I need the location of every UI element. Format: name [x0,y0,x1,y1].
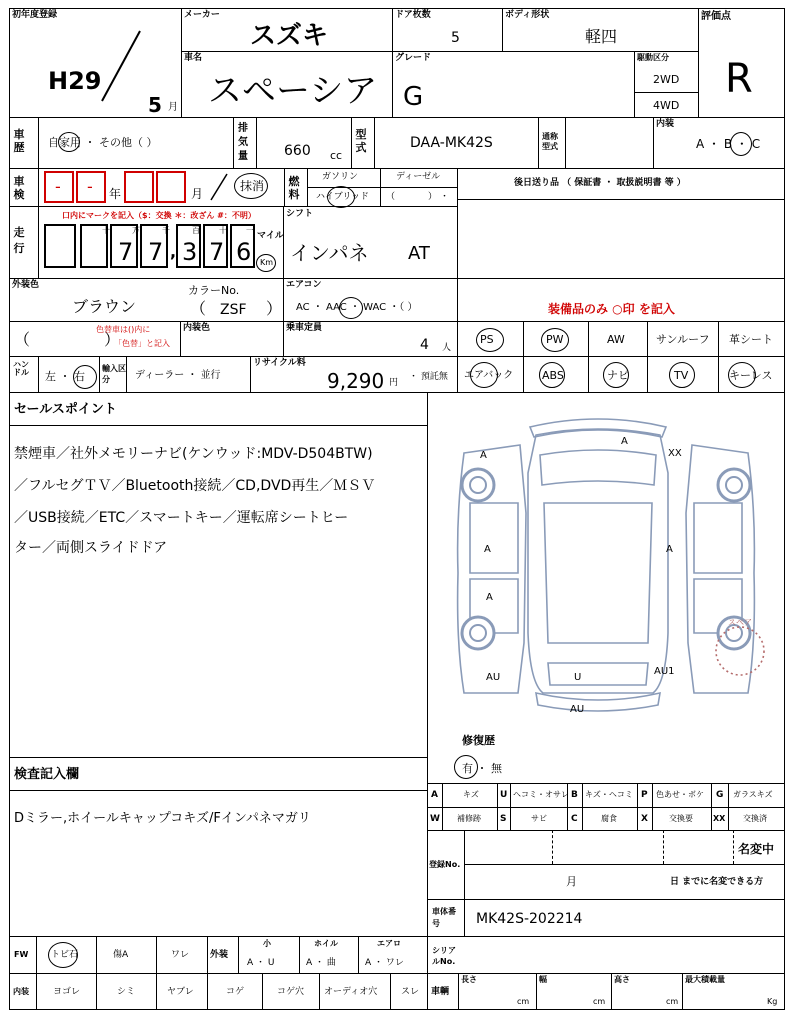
mileage-digit-2: 7 [118,238,134,266]
import-label-cell [99,356,127,393]
car-name-cell [181,51,393,118]
equip-sunroof-label: サンルーフ [656,333,710,346]
fuel-hybrid: ハイブリッド [316,192,370,202]
recycle-label: リサイクル料 [253,358,306,368]
inspection-month-box2 [156,171,186,203]
legend-code-b [567,783,583,808]
shift-position: インパネ [290,241,369,265]
legend-desc-c-text: 腐食 [601,814,617,823]
fuel-other-close: ） [428,192,438,202]
legend-code-c-text: C [571,814,578,824]
car-name-value: スペーシア [208,71,378,111]
handle-label-cell [9,356,39,393]
serial-label: シリアルNo. [432,946,456,966]
fw-item-2-text: 傷A [113,950,129,960]
mark-right-front-fender: XX [668,448,682,459]
size-length-label: 長さ [461,975,477,984]
docs-label: 後日送り品 （ 保証書 ・ 取扱説明書 等 ） [514,178,686,188]
size-load-cell [682,973,785,1010]
interior-color-cell [180,321,284,357]
mark-right-door: A [666,544,673,555]
inspection-dash2: - [87,177,93,196]
interior-color-label: 内装色 [183,323,211,333]
mark-left-front-fender: A [480,450,487,461]
sales-point-title: セールスポイント [14,402,117,417]
ext-small-label: 小 [263,939,271,948]
legend-code-x-text: X [641,814,648,824]
fw-item-3 [156,936,208,974]
registration-divider [465,864,785,865]
maker-cell [181,8,393,52]
model-label-cell [351,117,375,169]
displacement-label-cell [233,117,257,169]
chassis-label-cell [427,899,465,937]
capacity-value: 4 [420,337,429,353]
registration-label: 登録No. [429,860,461,869]
exterior-color-cell [9,278,284,322]
inspection-year-box2 [76,171,106,203]
equip-navi-circle [603,362,629,388]
inspection-dash1: - [55,177,61,196]
fw-item-3-text: ワレ [171,950,190,960]
equip-aw-label: AW [607,333,625,346]
ext-wheel-cell [299,936,359,974]
displacement-value: 660 [284,143,311,159]
size-height-cell [611,973,683,1010]
doors-label: ドア枚数 [395,10,431,20]
equip-abs-label: ABS [542,369,564,382]
place-label-hyaku: 百 [192,226,200,235]
legend-code-p-text: P [641,790,648,800]
legend-code-xx [711,807,729,831]
size-height-unit: cm [666,997,679,1006]
int-item-7-text: スレ [401,987,420,997]
inspection-month-unit: 月 [191,187,204,201]
handle-value-cell [38,356,100,393]
int-item-1-text: ヨゴレ [53,987,81,997]
size-load-unit: Kg [767,997,778,1006]
reg-sep-2 [663,830,664,864]
displacement-label: 排気量 [238,123,248,162]
ext-label-cell [207,936,239,974]
first-reg-label: 初年度登録 [12,10,58,20]
history-circle [58,132,80,152]
shift-label: シフト [286,209,314,219]
legend-code-u [497,783,511,808]
recycle-value: 9,290 [327,369,385,393]
ext-aero-label: エアロ [377,939,401,948]
fuel-row1 [307,168,458,188]
legend-desc-w [442,807,498,831]
size-width-label: 幅 [539,975,547,984]
equip-pw-label: PW [546,333,564,346]
inspection-slash [205,172,235,202]
size-width-unit: cm [593,997,606,1006]
common-model-label: 通称型式 [542,132,558,151]
reg-sep-1 [552,830,553,864]
mileage-comma: , [170,242,177,261]
legend-code-c [567,807,583,831]
doors-value: 5 [451,30,460,46]
mileage-unit-km: Km [260,258,274,267]
place-label-man: 万 [132,226,140,235]
int-item-6-text: オーディオ穴 [324,987,378,997]
recycle-deposit: ・ 預託無 [409,372,448,382]
recycle-unit: 円 [389,378,399,388]
drive-4wd: 4WD [653,99,680,112]
legend-code-g [711,783,729,808]
mileage-digit-6: 6 [236,238,252,266]
registration-label-cell [427,830,465,900]
mark-left-front-door: A [484,544,491,555]
equip-tv-circle [669,362,695,388]
mark-front-bumper: A [621,436,628,447]
inspection-year-box1 [44,171,74,203]
import-value-cell [126,356,251,393]
import-value: ディーラー ・ 並行 [135,370,221,381]
mileage-digit-3: 7 [148,238,164,266]
docs-cell [457,168,785,279]
int-label-cell [9,973,37,1010]
equip-leather [718,321,785,357]
history-value: 自家用 ・ その他（ ） [48,136,158,149]
ext-small-cell [238,936,300,974]
model-label: 型式 [355,128,367,154]
fw-label: FW [14,950,29,959]
equip-aw [588,321,648,357]
first-reg-era: H29 [48,67,102,95]
equip-airbag-circle [470,362,498,388]
color-change-note1: 色替車は()内に [96,325,151,334]
ac-options: AC ・ AAC ・ WAC ・（ ） [296,302,418,313]
fw-item-1-circle [48,942,78,968]
score-label: 評価点 [701,11,731,22]
equip-keyless-label: キーレス [729,369,773,382]
int-item-4 [207,973,263,1010]
displacement-unit: cc [330,149,343,162]
mileage-digit-4: 3 [182,238,198,266]
int-item-4-text: コゲ [226,987,245,997]
shift-cell [283,206,458,279]
spare-label: スペア [728,618,752,627]
legend-desc-b [582,783,638,808]
ext-label: 外装 [210,950,229,960]
legend-desc-xx [728,807,785,831]
handle-label: ハンドル [13,360,29,377]
mileage-digit-box-1 [80,224,108,268]
legend-code-u-text: U [500,790,508,800]
size-width-cell [536,973,612,1010]
mileage-km-circle [256,254,276,272]
equip-ps-circle [476,328,504,352]
int-item-3 [156,973,208,1010]
body-value: 軽四 [585,27,618,46]
color-change-close: ） [104,330,121,349]
size-length-cell [458,973,537,1010]
body-cell [502,8,699,52]
model-value: DAA-MK42S [410,135,493,151]
first-reg-month-unit: 月 [168,102,178,113]
handle-right-circle [73,365,97,389]
ext-aero-cell [358,936,428,974]
legend-desc-g [728,783,785,808]
int-item-2 [96,973,157,1010]
serial-cell [427,936,785,974]
int-item-5 [262,973,320,1010]
inspection-year-unit: 年 [109,187,122,201]
ext-small-value: A ・ U [247,958,275,968]
equip-tv-label: TV [674,369,689,382]
ac-circle [339,297,363,319]
legend-code-g-text: G [716,790,724,800]
inspection-month-box1 [124,171,154,203]
capacity-unit: 人 [442,343,452,353]
legend-desc-x [652,807,712,831]
legend-desc-b-text: キズ・ヘコミ [585,790,633,799]
car-diagram [428,393,784,733]
size-label-cell [427,973,459,1010]
size-label: 車輌 [431,987,450,997]
mileage-digit-box-3 [140,224,168,268]
legend-desc-c [582,807,638,831]
legend-desc-xx-text: 交換済 [743,814,767,823]
color-no-value: ZSF [220,302,247,318]
ac-label: エアコン [286,280,322,290]
int-item-3-text: ヤブレ [167,987,194,997]
equip-ps-label: PS [480,333,494,346]
color-change-open: （ [14,330,31,349]
fuel-other-open: （ [386,192,396,202]
fw-label-cell [9,936,37,974]
drive-cell [634,51,699,118]
interior-grade-circle [730,132,752,156]
inspection-notes-title: 検査記入欄 [14,767,80,782]
maker-label: メーカー [184,10,220,20]
sales-line-4: ター／両側スライドドア [14,540,168,556]
legend-desc-a [442,783,498,808]
car-name-label: 車名 [184,53,203,63]
fuel-label-cell [284,168,308,207]
repair-history-value: 有 ・ 無 [462,762,502,775]
equip-airbag-label: エアバック [464,370,514,381]
fw-item-1-text: トビ石 [51,950,79,960]
inspection-notes-cell [9,757,428,937]
legend-code-s [497,807,511,831]
legend-code-b-text: B [571,790,578,800]
fuel-dot: ・ [440,192,450,202]
legend-desc-x-text: 交換要 [669,814,693,823]
capacity-cell [283,321,458,357]
inspection-label-cell [9,168,39,207]
handle-value: 左 ・ 右 [45,370,85,383]
inspection-none: 抹消 [240,179,265,193]
chassis-label: 車体番号 [432,907,456,928]
legend-code-a-text: A [431,790,438,800]
name-change-label: 名変中 [738,842,775,856]
import-label: 輸入区分 [102,364,126,384]
color-no-close: ） [266,299,283,318]
sales-line-2: ／フルセグＴＶ／Bluetooth接続／CD,DVD再生／ＭＳＶ [14,478,376,494]
maker-value: スズキ [250,21,329,51]
int-item-7 [390,973,428,1010]
equip-navi-label: ナビ [607,369,629,382]
int-item-2-text: シミ [117,987,136,997]
sales-line-1: 禁煙車／社外メモリーナビ(ケンウッド:MDV-D504BTW) [14,446,373,462]
color-change-note2: 「色替」と記入 [114,339,170,348]
legend-desc-u-text: ヘコミ・オサレ [513,790,569,799]
ac-cell [283,278,458,322]
equip-leather-label: 革シート [729,333,773,346]
color-change-cell [9,321,181,357]
mileage-digit-5: 7 [209,238,225,266]
place-label-sen: 千 [162,226,170,235]
mark-left-rear-quarter: AU [486,672,501,683]
registration-cell [427,830,785,900]
inspection-notes-divider [10,790,427,791]
equip-sunroof [647,321,719,357]
doors-cell [392,8,503,52]
capacity-label: 乗車定員 [286,323,323,333]
first-reg-month: 5 [148,93,162,117]
legend-desc-p-text: 色あせ・ボケ [656,790,704,799]
interior-grade-label: 内装 [656,119,675,129]
legend-desc-s-text: サビ [531,814,547,823]
mileage-unit-mile: マイル [257,231,284,241]
place-label-juu: 十 [219,226,227,235]
fw-item-2 [96,936,157,974]
size-length-unit: cm [517,997,530,1006]
mileage-digit-box-2 [110,224,138,268]
drive-label: 駆動区分 [637,53,669,62]
grade-value: G [403,82,424,112]
drive-divider [635,92,698,93]
chassis-cell [427,899,785,937]
size-height-label: 高さ [614,975,630,984]
inspection-label: 車検 [13,175,25,201]
equip-abs-circle [539,362,565,388]
inspection-none-circle [234,173,268,199]
fuel-gasoline: ガソリン [322,172,359,182]
body-label: ボディ形状 [505,10,550,20]
ext-wheel-value: A ・ 曲 [306,958,336,968]
equip-pw-circle [541,328,569,352]
int-item-6 [319,973,391,1010]
int-item-1 [36,973,97,1010]
legend-desc-g-text: ガラスキズ [733,790,773,799]
int-label: 内装 [13,987,29,996]
legend-desc-u [510,783,568,808]
fuel-diesel: ディーゼル [396,172,441,182]
common-model-label-cell [538,117,566,169]
mark-left-rear-door: A [486,592,493,603]
size-load-label: 最大積載量 [685,975,725,984]
reg-sep-3 [733,830,734,864]
legend-code-w [427,807,443,831]
fuel-hybrid-circle [327,186,355,208]
drive-2wd: 2WD [653,73,680,86]
diagram-cell [427,392,785,784]
history-label: 車歴 [13,128,25,154]
mileage-label: 走行 [13,226,25,255]
mileage-digit-box-4 [176,224,201,268]
grade-label: グレード [395,53,432,63]
chassis-value: MK42S-202214 [476,911,583,927]
color-no-label: カラーNo. [188,284,240,297]
mark-rear-gate: U [574,672,582,683]
first-registration-cell [9,8,182,118]
equip-keyless-circle [728,362,756,388]
legend-code-xx-text: XX [713,814,726,823]
interior-grade-cell [653,117,785,169]
score-value: R [725,56,753,102]
equipment-title-cell [457,278,785,322]
legend-code-p [637,783,653,808]
repair-history-circle [454,755,478,779]
exterior-color-value: ブラウン [72,297,137,316]
mileage-digit-box-5 [203,224,228,268]
int-item-5-text: コゲ穴 [277,987,305,997]
mileage-label-cell [9,206,39,279]
repair-history-label: 修復歴 [462,734,495,747]
legend-code-a [427,783,443,808]
sales-point-divider [10,425,427,426]
legend-code-w-text: W [430,814,440,824]
equipment-title: 装備品のみ ○印 を記入 [548,302,675,316]
legend-desc-a-text: キズ [463,790,479,799]
sales-point-cell [9,392,428,758]
ext-aero-value: A ・ ワレ [365,958,404,968]
legend-desc-p [652,783,712,808]
inspection-notes-text: Dミラー,ホイールキャップコキズ/Fインパネマガリ [14,811,311,826]
place-label-ichi: 一 [246,226,254,235]
mileage-note: 口内にマークを記入（$：交換 ＊：改ざん #：不明） [62,211,256,220]
mark-rear-bumper: AU [570,704,585,715]
grade-cell [392,51,635,118]
legend-desc-w-text: 補修跡 [457,814,481,823]
recycle-cell [250,356,458,393]
history-label-cell [9,117,39,169]
legend-code-s-text: S [500,814,507,824]
shift-type: AT [408,243,430,264]
docs-divider [458,199,784,200]
registration-deadline: 日 までに名変できる方 [670,877,764,887]
exterior-color-label: 外装色 [12,280,40,290]
interior-grade-value: A ・ B ・ C [696,137,761,151]
place-label-10man: 十 [102,226,110,235]
mileage-digit-box-0 [44,224,76,268]
color-no-open: （ [190,299,207,318]
score-cell [698,8,785,118]
mark-right-rear-quarter: AU1 [654,666,675,677]
mileage-digit-box-6 [230,224,255,268]
registration-month-unit: 月 [566,875,577,888]
fuel-label: 燃料 [288,175,300,201]
sales-line-3: ／USB接続／ETC／スマートキー／運転席シートヒー [14,510,349,526]
legend-code-x [637,807,653,831]
ext-wheel-label: ホイル [314,939,338,948]
legend-desc-s [510,807,568,831]
